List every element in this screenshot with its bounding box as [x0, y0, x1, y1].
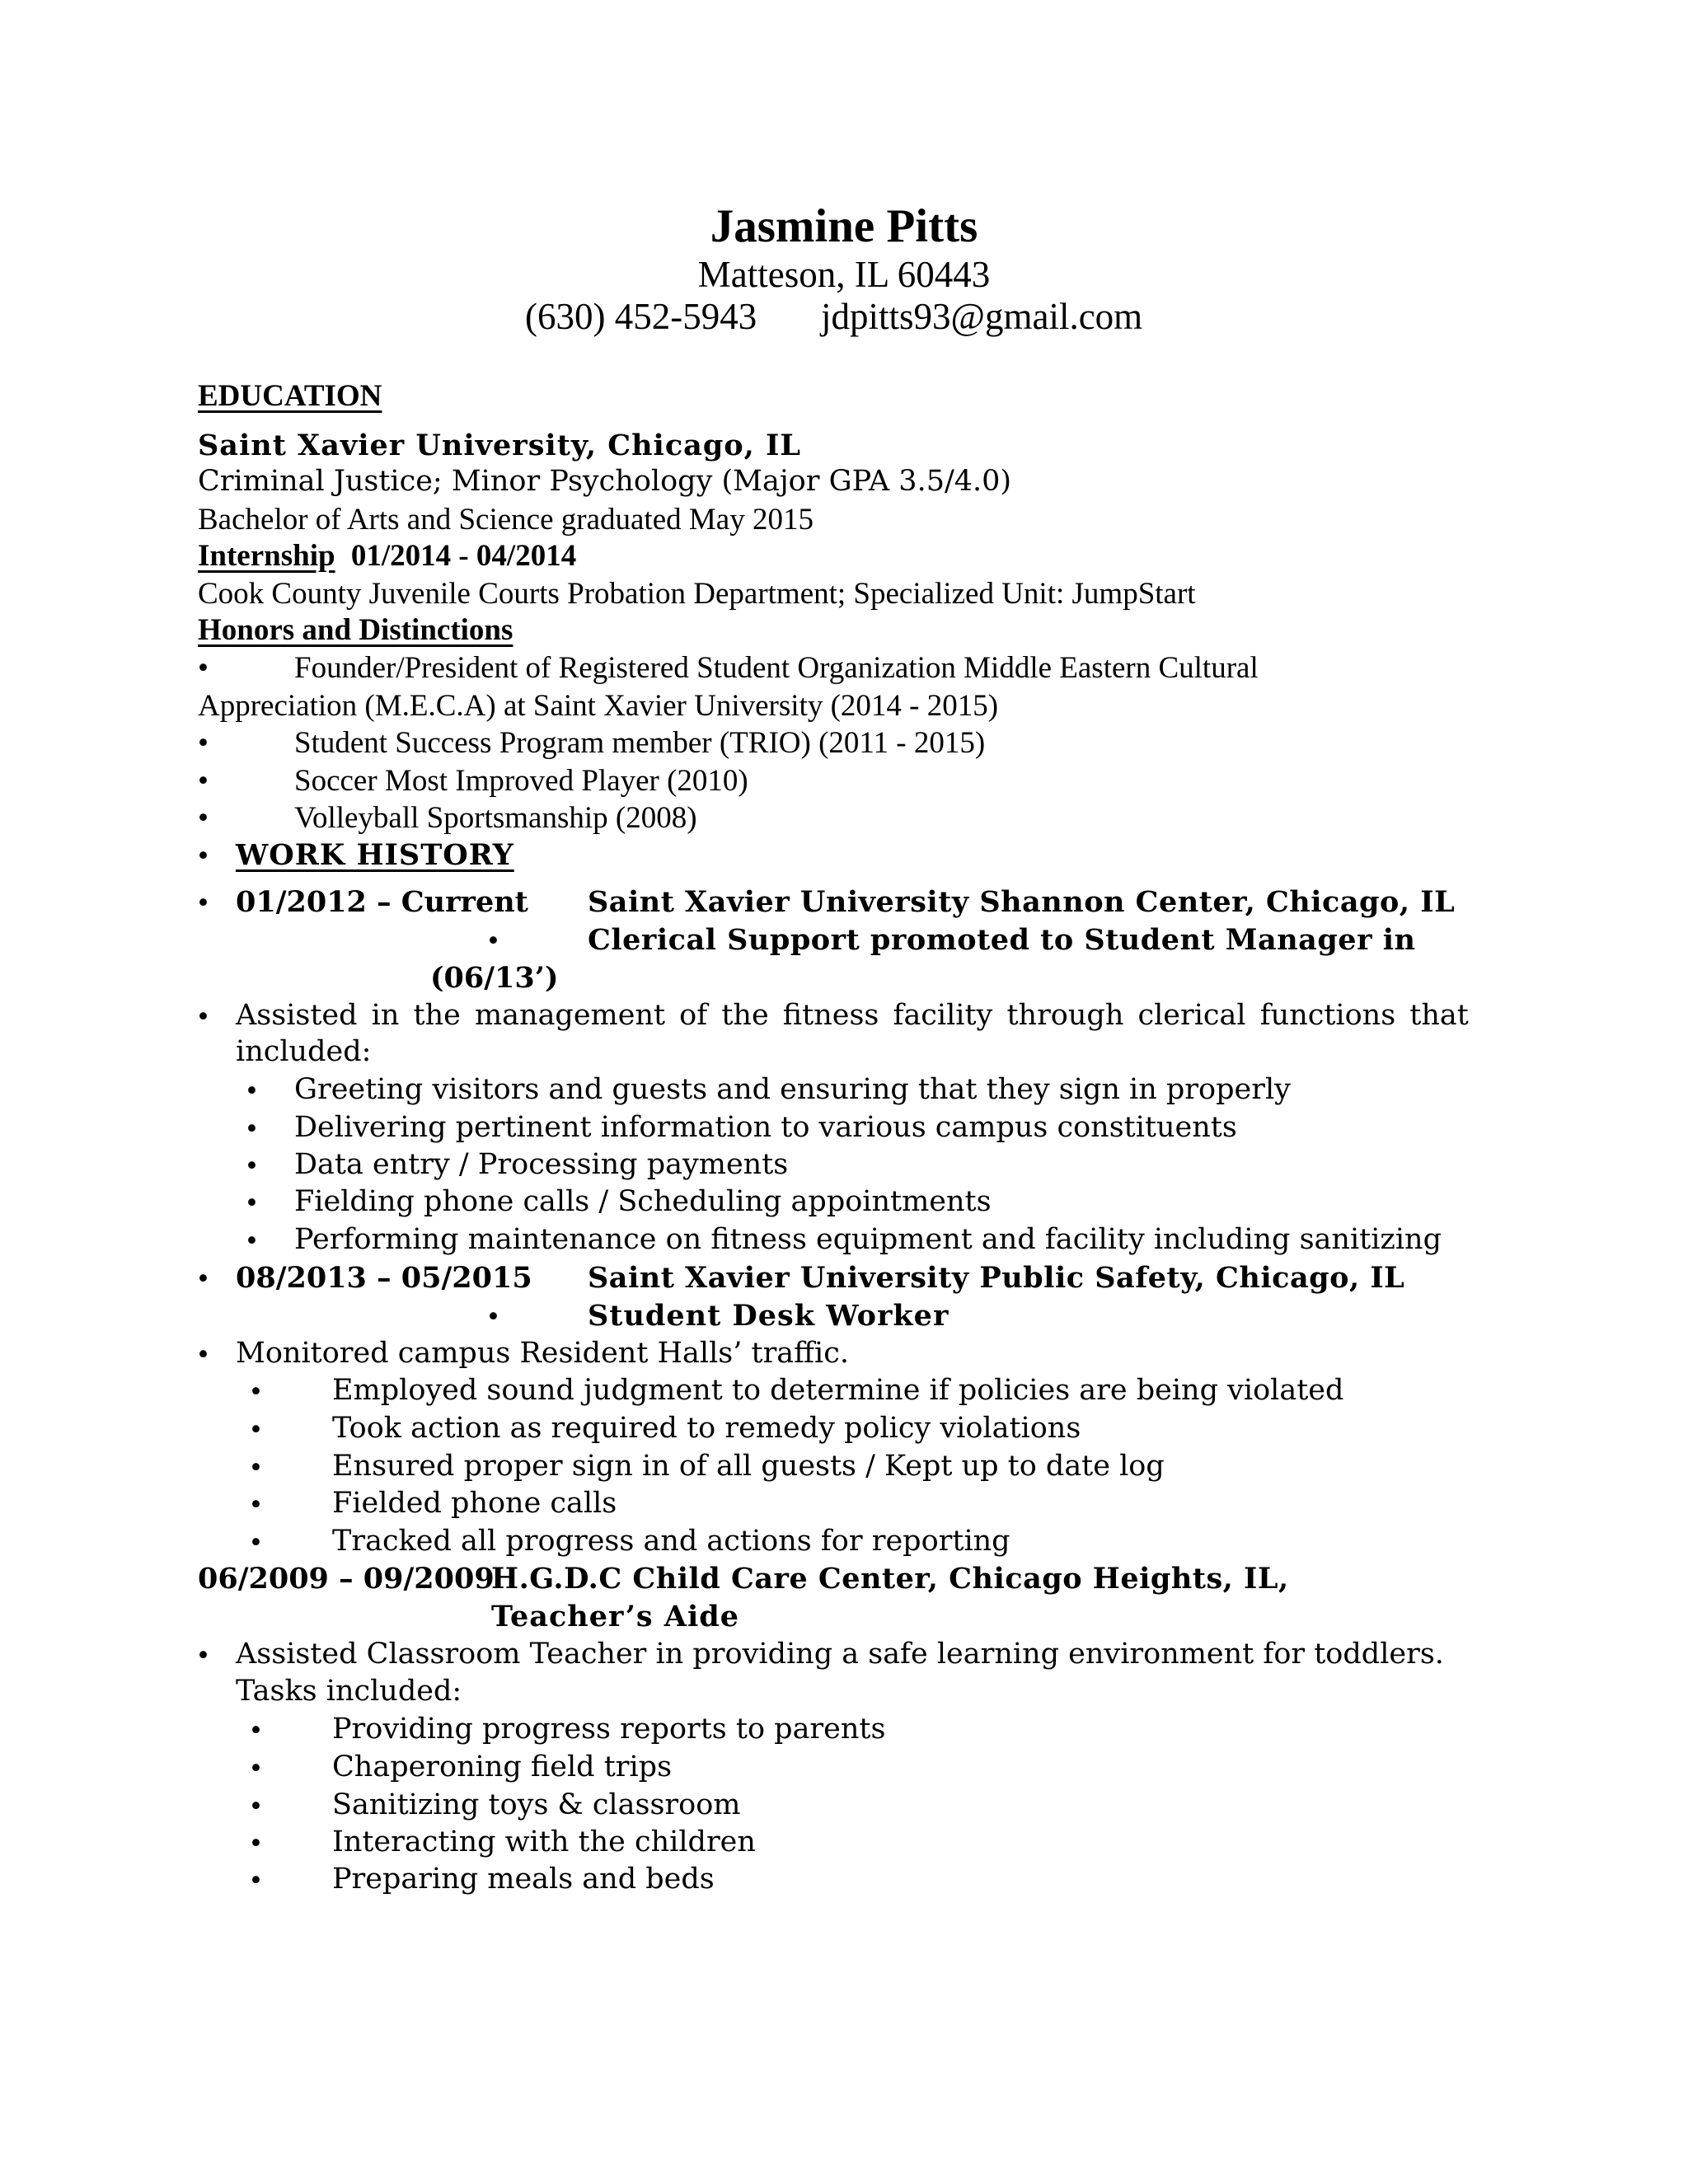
job-title-continuation: (06/13’) — [430, 961, 559, 995]
task-item: Took action as required to remedy policy violations — [332, 1412, 1081, 1445]
honor-item: Student Success Program member (TRIO) (2011 - 2015) — [294, 726, 986, 760]
bullet: • — [198, 1000, 209, 1033]
task-item: Fielding phone calls / Scheduling appointments — [294, 1185, 992, 1218]
bullet: • — [251, 1526, 261, 1559]
task-item: Chaperoning field trips — [332, 1750, 673, 1783]
bullet: • — [198, 1638, 209, 1672]
job-employer: Saint Xavier University Shannon Center, Chicago, IL — [588, 885, 1456, 919]
job-employer: Saint Xavier University Public Safety, Chicago, IL — [588, 1261, 1405, 1295]
internship-label: Internship — [198, 539, 335, 573]
internship-row — [198, 541, 576, 571]
job-dates: 06/2009 – 09/2009 — [198, 1562, 495, 1596]
bullet: • — [198, 726, 209, 760]
address: Matteson, IL 60443 — [697, 254, 991, 295]
bullet: • — [246, 1112, 257, 1146]
bullet: • — [198, 839, 209, 873]
task-item: Providing progress reports to parents — [332, 1713, 886, 1746]
task-item: Greeting visitors and guests and ensuring that they sign in properly — [294, 1073, 1291, 1106]
job-title: Clerical Support promoted to Student Manager in — [588, 923, 1416, 957]
bullet: • — [251, 1826, 261, 1860]
bullet: • — [251, 1789, 261, 1823]
bullet: • — [246, 1186, 257, 1220]
task-item: Delivering pertinent information to various campus constituents — [294, 1111, 1237, 1144]
task-item: Preparing meals and beds — [332, 1863, 715, 1896]
email-address: jdpitts93@gmail.com — [821, 296, 1143, 337]
bullet: • — [246, 1224, 257, 1258]
major-line: Criminal Justice; Minor Psychology (Major GPA 3.5/4.0) — [198, 465, 1012, 498]
bullet: • — [251, 1413, 261, 1446]
honors-heading: Honors and Distinctions — [198, 613, 513, 647]
job-title: Student Desk Worker — [588, 1299, 950, 1333]
internship-dates: 01/2014 - 04/2014 — [350, 539, 577, 573]
task-item: Interacting with the children — [332, 1825, 756, 1858]
bullet: • — [198, 801, 209, 835]
job-dates: 08/2013 – 05/2015 — [236, 1261, 532, 1295]
school-name: Saint Xavier University, Chicago, IL — [198, 429, 802, 462]
internship-detail: Cook County Juvenile Courts Probation Department; Specialized Unit: JumpStart — [198, 577, 1196, 611]
task-item: Employed sound judgment to determine if policies are being violated — [332, 1374, 1344, 1407]
bullet: • — [251, 1863, 261, 1897]
task-item: Fielded phone calls — [332, 1487, 617, 1520]
bullet: • — [251, 1488, 261, 1521]
job-employer: H.G.D.C Child Care Center, Chicago Heights, IL, — [491, 1562, 1289, 1596]
task-item: Data entry / Processing payments — [294, 1148, 789, 1181]
honor-item: Founder/President of Registered Student Organization Middle Eastern Cultural — [294, 651, 1259, 685]
bullet: • — [198, 886, 209, 920]
job-summary: Monitored campus Resident Halls’ traffic. — [236, 1337, 849, 1370]
bullet: • — [251, 1451, 261, 1484]
bullet: • — [198, 764, 209, 798]
task-item: Performing maintenance on fitness equipment and facility including sanitizing — [294, 1223, 1442, 1256]
honor-item-continuation: Appreciation (M.E.C.A) at Saint Xavier University (2014 - 2015) — [198, 689, 999, 723]
work-history-heading: WORK HISTORY — [236, 838, 514, 872]
task-item: Ensured proper sign in of all guests / Kept up to date log — [332, 1450, 1165, 1483]
job-summary-continuation: included: — [236, 1035, 372, 1068]
education-heading: EDUCATION — [198, 379, 382, 413]
task-item: Tracked all progress and actions for reporting — [332, 1525, 1010, 1558]
bullet: • — [198, 1262, 209, 1296]
bullet: • — [251, 1713, 261, 1747]
honor-item: Volleyball Sportsmanship (2008) — [294, 801, 697, 835]
bullet: • — [246, 1074, 257, 1108]
bullet: • — [251, 1375, 261, 1408]
applicant-name: Jasmine Pitts — [710, 200, 978, 252]
honor-item: Soccer Most Improved Player (2010) — [294, 764, 748, 798]
bullet: • — [198, 651, 209, 685]
bullet: • — [488, 1300, 499, 1333]
bullet: • — [488, 924, 499, 958]
job-summary: Assisted in the management of the fitness facility through clerical functions that — [236, 999, 1469, 1032]
job-summary: Assisted Classroom Teacher in providing a safe learning environment for toddlers. — [236, 1638, 1444, 1671]
task-item: Sanitizing toys & classroom — [332, 1788, 741, 1821]
phone-number: (630) 452-5943 — [525, 296, 757, 337]
bullet: • — [246, 1149, 257, 1183]
job-summary-continuation: Tasks included: — [236, 1675, 462, 1708]
bullet: • — [251, 1751, 261, 1785]
job-title: Teacher’s Aide — [491, 1600, 739, 1633]
job-dates: 01/2012 – Current — [236, 885, 528, 919]
bullet: • — [198, 1338, 209, 1371]
degree-line: Bachelor of Arts and Science graduated May 2015 — [198, 503, 814, 537]
